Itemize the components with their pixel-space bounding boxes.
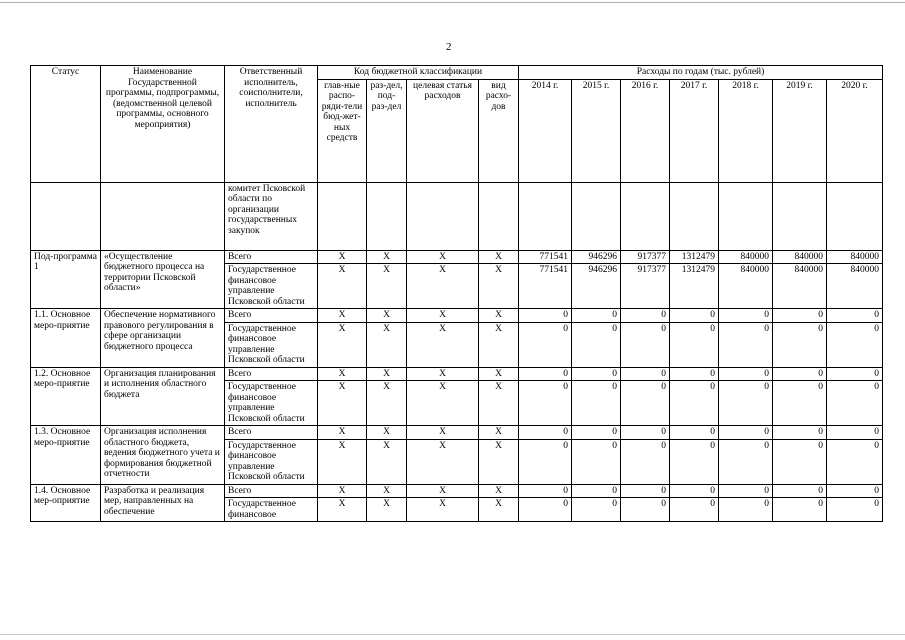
value-cell: 0 [773, 439, 827, 484]
name-cell: «Осуществление бюджетного процесса на территории Псковской области» [101, 250, 225, 309]
value-cell: 0 [773, 322, 827, 367]
code-cell: X [318, 498, 367, 522]
value-cell: 0 [827, 484, 883, 498]
code-cell: X [479, 426, 519, 440]
value-cell: 0 [773, 426, 827, 440]
code-cell: X [367, 367, 407, 381]
code-cell: X [407, 381, 479, 426]
code-cell: X [479, 381, 519, 426]
header-year: 2018 г. [719, 79, 773, 182]
responsible-cell: Всего [225, 309, 318, 323]
code-cell: X [479, 264, 519, 309]
value-cell: 0 [519, 498, 572, 522]
top-edge-rule [0, 2, 905, 3]
code-cell: X [407, 309, 479, 323]
value-cell: 0 [621, 381, 670, 426]
code-cell: X [318, 264, 367, 309]
code-cell: X [407, 250, 479, 264]
value-cell: 0 [572, 426, 621, 440]
header-code-main: глав-ные распо-ряди-тели бюд-жет-ных средств [318, 79, 367, 182]
name-cell: Обеспечение нормативного правового регулирования в сфере организации бюджетного процесса [101, 309, 225, 368]
value-cell: 1312479 [670, 250, 719, 264]
header-code-section: раз-дел, под-раз-дел [367, 79, 407, 182]
value-cell: 0 [719, 309, 773, 323]
code-cell: X [367, 264, 407, 309]
value-cell [773, 182, 827, 250]
responsible-cell: комитет Псковской области по организации государственных закупок [225, 182, 318, 250]
name-cell: Организация исполнения областного бюджета, ведения бюджетного учета и формирования бюджетной отчетности [101, 426, 225, 485]
table-row [31, 426, 883, 440]
code-cell: X [367, 309, 407, 323]
value-cell: 0 [773, 484, 827, 498]
value-cell: 0 [670, 426, 719, 440]
value-cell: 0 [621, 309, 670, 323]
status-cell: Под-программа 1 [31, 250, 101, 309]
header-expenses-group: Расходы по годам (тыс. рублей) [519, 66, 883, 80]
value-cell: 0 [827, 426, 883, 440]
value-cell: 840000 [773, 250, 827, 264]
code-cell: X [479, 367, 519, 381]
responsible-cell: Всего [225, 426, 318, 440]
code-cell [367, 182, 407, 250]
code-cell: X [479, 498, 519, 522]
value-cell: 0 [773, 309, 827, 323]
code-cell: X [407, 367, 479, 381]
value-cell: 0 [670, 309, 719, 323]
value-cell: 0 [572, 439, 621, 484]
value-cell: 0 [519, 381, 572, 426]
header-responsible: Ответственный исполнитель, соисполнители, исполнитель [225, 66, 318, 183]
value-cell: 0 [827, 439, 883, 484]
code-cell: X [367, 381, 407, 426]
code-cell: X [318, 426, 367, 440]
value-cell: 0 [827, 381, 883, 426]
code-cell: X [479, 250, 519, 264]
header-code-target: целевая статья расходов [407, 79, 479, 182]
code-cell [407, 182, 479, 250]
value-cell: 0 [719, 484, 773, 498]
header-year: 2015 г. [572, 79, 621, 182]
value-cell: 0 [670, 484, 719, 498]
value-cell: 0 [719, 426, 773, 440]
code-cell: X [318, 250, 367, 264]
code-cell: X [318, 309, 367, 323]
value-cell: 0 [621, 439, 670, 484]
value-cell: 840000 [827, 250, 883, 264]
value-cell: 0 [670, 439, 719, 484]
value-cell: 0 [670, 498, 719, 522]
header-year: 2020 г. [827, 79, 883, 182]
value-cell: 0 [827, 309, 883, 323]
table-row [31, 250, 883, 264]
value-cell: 946296 [572, 264, 621, 309]
value-cell: 0 [827, 498, 883, 522]
table-row [31, 182, 883, 250]
value-cell: 0 [519, 322, 572, 367]
responsible-cell: Государственное финансовое [225, 498, 318, 522]
header-name: Наименование Государственной программы, подпрограммы, (ведомственной целевой программы, основного мероприятия) [101, 66, 225, 183]
value-cell: 0 [519, 484, 572, 498]
responsible-cell: Всего [225, 484, 318, 498]
table-row [31, 367, 883, 381]
value-cell: 0 [621, 484, 670, 498]
responsible-cell: Государственное финансовое управление Псковской области [225, 322, 318, 367]
value-cell [621, 182, 670, 250]
code-cell [479, 182, 519, 250]
value-cell [670, 182, 719, 250]
code-cell: X [407, 322, 479, 367]
value-cell: 0 [519, 439, 572, 484]
status-cell: 1.1. Основное меро-приятие [31, 309, 101, 368]
code-cell: X [367, 426, 407, 440]
value-cell: 0 [519, 309, 572, 323]
responsible-cell: Государственное финансовое управление Псковской области [225, 381, 318, 426]
value-cell: 0 [621, 498, 670, 522]
value-cell: 0 [572, 381, 621, 426]
code-cell: X [318, 381, 367, 426]
header-budget-code-group: Код бюджетной классификации [318, 66, 519, 80]
value-cell: 0 [773, 367, 827, 381]
code-cell: X [367, 484, 407, 498]
code-cell: X [479, 322, 519, 367]
code-cell: X [367, 250, 407, 264]
name-cell: Разработка и реализация мер, направленных на обеспечение [101, 484, 225, 522]
status-cell: 1.2. Основное меро-приятие [31, 367, 101, 426]
header-row-top [31, 66, 883, 80]
name-cell: Организация планирования и исполнения областного бюджета [101, 367, 225, 426]
value-cell: 0 [827, 322, 883, 367]
code-cell: X [407, 264, 479, 309]
value-cell: 771541 [519, 250, 572, 264]
code-cell: X [479, 484, 519, 498]
value-cell: 771541 [519, 264, 572, 309]
value-cell: 0 [773, 498, 827, 522]
value-cell [572, 182, 621, 250]
value-cell: 917377 [621, 264, 670, 309]
table-row [31, 484, 883, 498]
status-cell: 1.3. Основное меро-приятие [31, 426, 101, 485]
value-cell: 0 [719, 367, 773, 381]
value-cell: 0 [621, 367, 670, 381]
code-cell: X [479, 309, 519, 323]
value-cell: 0 [621, 426, 670, 440]
value-cell: 1312479 [670, 264, 719, 309]
value-cell: 840000 [773, 264, 827, 309]
header-year: 2017 г. [670, 79, 719, 182]
value-cell: 0 [827, 367, 883, 381]
code-cell: X [318, 322, 367, 367]
value-cell: 840000 [719, 264, 773, 309]
value-cell: 840000 [827, 264, 883, 309]
code-cell [318, 182, 367, 250]
code-cell: X [367, 322, 407, 367]
code-cell: X [367, 439, 407, 484]
value-cell: 0 [519, 367, 572, 381]
value-cell: 0 [773, 381, 827, 426]
header-year: 2016 г. [621, 79, 670, 182]
code-cell: X [367, 498, 407, 522]
value-cell: 917377 [621, 250, 670, 264]
value-cell: 0 [621, 322, 670, 367]
code-cell: X [318, 484, 367, 498]
code-cell: X [479, 439, 519, 484]
responsible-cell: Государственное финансовое управление Псковской области [225, 264, 318, 309]
responsible-cell: Всего [225, 250, 318, 264]
value-cell: 0 [519, 426, 572, 440]
value-cell: 946296 [572, 250, 621, 264]
code-cell: X [318, 367, 367, 381]
header-status: Статус [31, 66, 101, 183]
page-number: 2 [446, 41, 452, 53]
value-cell: 0 [719, 498, 773, 522]
value-cell: 0 [670, 322, 719, 367]
header-code-type: вид расхо-дов [479, 79, 519, 182]
name-cell [101, 182, 225, 250]
value-cell [719, 182, 773, 250]
header-year: 2014 г. [519, 79, 572, 182]
value-cell [519, 182, 572, 250]
value-cell: 0 [572, 498, 621, 522]
value-cell [827, 182, 883, 250]
value-cell: 0 [719, 439, 773, 484]
value-cell: 840000 [719, 250, 773, 264]
value-cell: 0 [572, 322, 621, 367]
bottom-edge-rule [0, 634, 905, 635]
code-cell: X [407, 439, 479, 484]
budget-table [30, 65, 883, 522]
status-cell [31, 182, 101, 250]
value-cell: 0 [572, 309, 621, 323]
table-row [31, 309, 883, 323]
code-cell: X [318, 439, 367, 484]
table-body [31, 182, 883, 522]
value-cell: 0 [719, 381, 773, 426]
value-cell: 0 [719, 322, 773, 367]
responsible-cell: Государственное финансовое управление Псковской области [225, 439, 318, 484]
code-cell: X [407, 498, 479, 522]
value-cell: 0 [572, 484, 621, 498]
status-cell: 1.4. Основное мер-оприятие [31, 484, 101, 522]
code-cell: X [407, 484, 479, 498]
header-year: 2019 г. [773, 79, 827, 182]
code-cell: X [407, 426, 479, 440]
responsible-cell: Всего [225, 367, 318, 381]
value-cell: 0 [572, 367, 621, 381]
value-cell: 0 [670, 381, 719, 426]
value-cell: 0 [670, 367, 719, 381]
